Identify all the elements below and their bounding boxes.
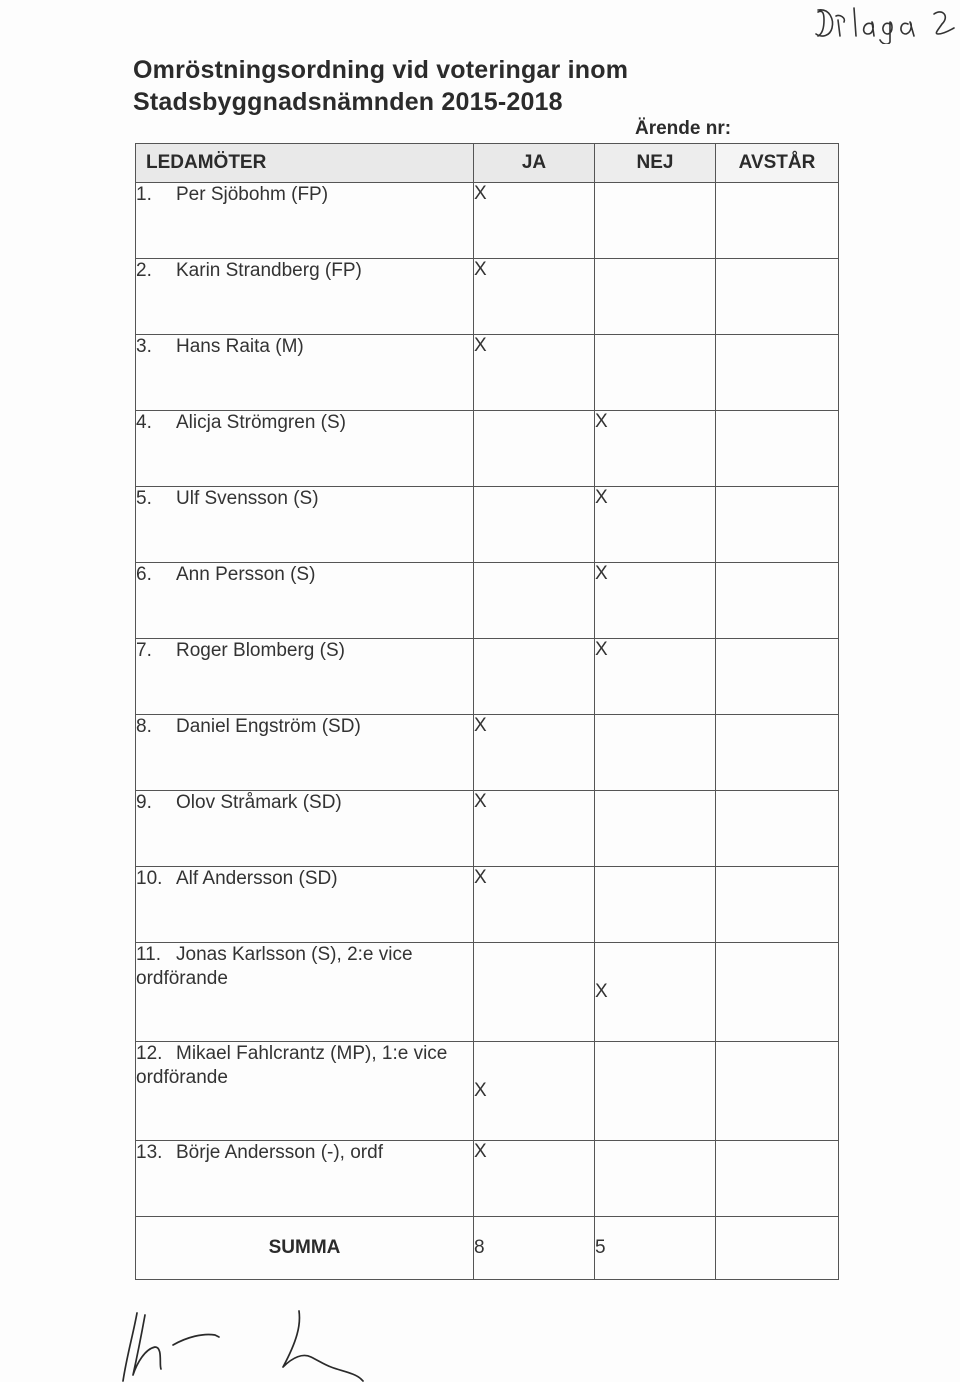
vote-ja-cell <box>474 943 595 1042</box>
member-name: Jonas Karlsson (S), 2:e vice ordförande <box>136 944 413 989</box>
member-number: 8. <box>136 716 152 737</box>
header-ja: JA <box>474 144 595 183</box>
arende-label: Ärende nr: <box>635 118 732 139</box>
vote-ja-cell: X <box>474 259 595 335</box>
member-name: Per Sjöbohm (FP) <box>176 184 329 205</box>
table-row <box>136 259 839 335</box>
table-row <box>136 791 839 867</box>
member-name: Hans Raita (M) <box>176 336 304 357</box>
summary-ja-total: 8 <box>474 1217 595 1280</box>
signature <box>115 1305 375 1382</box>
table-row <box>136 1042 839 1141</box>
header-avstar: AVSTÅR <box>716 144 839 183</box>
table-row <box>136 335 839 411</box>
vote-ja-cell <box>474 639 595 715</box>
member-number: 12. <box>136 1043 163 1064</box>
vote-nej-cell <box>595 183 716 259</box>
vote-avstar-cell <box>716 1141 839 1217</box>
vote-nej-cell <box>595 335 716 411</box>
member-number: 5. <box>136 488 152 509</box>
vote-avstar-cell <box>716 943 839 1042</box>
vote-avstar-cell <box>716 183 839 259</box>
vote-avstar-cell <box>716 411 839 487</box>
vote-nej-cell: X <box>595 411 716 487</box>
member-name: Olov Stråmark (SD) <box>176 792 342 813</box>
member-cell <box>136 715 474 791</box>
header-ledamoter: LEDAMÖTER <box>136 144 474 183</box>
member-number: 13. <box>136 1142 163 1163</box>
member-number: 9. <box>136 792 152 813</box>
vote-avstar-cell <box>716 1042 839 1141</box>
vote-ja-cell: X <box>474 791 595 867</box>
member-number: 6. <box>136 564 152 585</box>
handwritten-note <box>810 0 960 44</box>
document-title <box>133 54 628 118</box>
summary-label: SUMMA <box>136 1217 474 1280</box>
member-cell <box>136 1141 474 1217</box>
member-number: 1. <box>136 184 152 205</box>
member-number: 4. <box>136 412 152 433</box>
member-name: Ann Persson (S) <box>176 564 316 585</box>
vote-ja-cell: X <box>474 183 595 259</box>
member-number: 10. <box>136 868 163 889</box>
member-cell <box>136 867 474 943</box>
vote-ja-cell: X <box>474 1141 595 1217</box>
member-cell <box>136 183 474 259</box>
member-number: 11. <box>136 944 162 965</box>
vote-avstar-cell <box>716 715 839 791</box>
vote-avstar-cell <box>716 867 839 943</box>
table-row <box>136 183 839 259</box>
table-header-row <box>136 144 839 183</box>
table-row <box>136 943 839 1042</box>
vote-ja-cell <box>474 487 595 563</box>
member-name: Karin Strandberg (FP) <box>176 260 362 281</box>
member-cell <box>136 487 474 563</box>
vote-avstar-cell <box>716 563 839 639</box>
vote-avstar-cell <box>716 335 839 411</box>
member-name: Ulf Svensson (S) <box>176 488 319 509</box>
vote-nej-cell <box>595 1042 716 1141</box>
vote-ja-cell <box>474 563 595 639</box>
vote-ja-cell: X <box>474 1042 595 1141</box>
vote-avstar-cell <box>716 259 839 335</box>
member-number: 2. <box>136 260 152 281</box>
vote-nej-cell <box>595 791 716 867</box>
member-number: 7. <box>136 640 152 661</box>
title-line-2: Stadsbyggnadsnämnden 2015-2018 <box>133 88 563 116</box>
member-name: Börje Andersson (-), ordf <box>176 1142 383 1163</box>
vote-nej-cell <box>595 715 716 791</box>
vote-nej-cell: X <box>595 563 716 639</box>
member-cell <box>136 259 474 335</box>
vote-nej-cell: X <box>595 487 716 563</box>
table-row <box>136 563 839 639</box>
table-row <box>136 487 839 563</box>
vote-avstar-cell <box>716 791 839 867</box>
member-name: Daniel Engström (SD) <box>176 716 361 737</box>
vote-avstar-cell <box>716 639 839 715</box>
vote-nej-cell <box>595 259 716 335</box>
vote-ja-cell <box>474 411 595 487</box>
member-cell <box>136 563 474 639</box>
member-cell <box>136 1042 474 1141</box>
summary-nej-total: 5 <box>595 1217 716 1280</box>
vote-avstar-cell <box>716 487 839 563</box>
vote-nej-cell <box>595 867 716 943</box>
summary-avstar-total <box>716 1217 839 1280</box>
member-cell <box>136 943 474 1042</box>
summary-row <box>136 1217 839 1280</box>
table-row <box>136 715 839 791</box>
member-cell <box>136 639 474 715</box>
vote-ja-cell: X <box>474 715 595 791</box>
vote-nej-cell: X <box>595 639 716 715</box>
member-name: Alf Andersson (SD) <box>176 868 338 889</box>
table-row <box>136 639 839 715</box>
member-name: Roger Blomberg (S) <box>176 640 345 661</box>
member-cell <box>136 335 474 411</box>
member-name: Alicja Strömgren (S) <box>176 412 346 433</box>
header-nej: NEJ <box>595 144 716 183</box>
title-line-1: Omröstningsordning vid voteringar inom <box>133 56 629 84</box>
table-row <box>136 867 839 943</box>
vote-nej-cell: X <box>595 943 716 1042</box>
voting-table <box>135 143 839 1280</box>
vote-ja-cell: X <box>474 867 595 943</box>
vote-ja-cell: X <box>474 335 595 411</box>
table-row <box>136 411 839 487</box>
member-number: 3. <box>136 336 152 357</box>
member-name: Mikael Fahlcrantz (MP), 1:e vice ordförande <box>136 1043 448 1088</box>
vote-nej-cell <box>595 1141 716 1217</box>
member-cell <box>136 411 474 487</box>
member-cell <box>136 791 474 867</box>
table-row <box>136 1141 839 1217</box>
